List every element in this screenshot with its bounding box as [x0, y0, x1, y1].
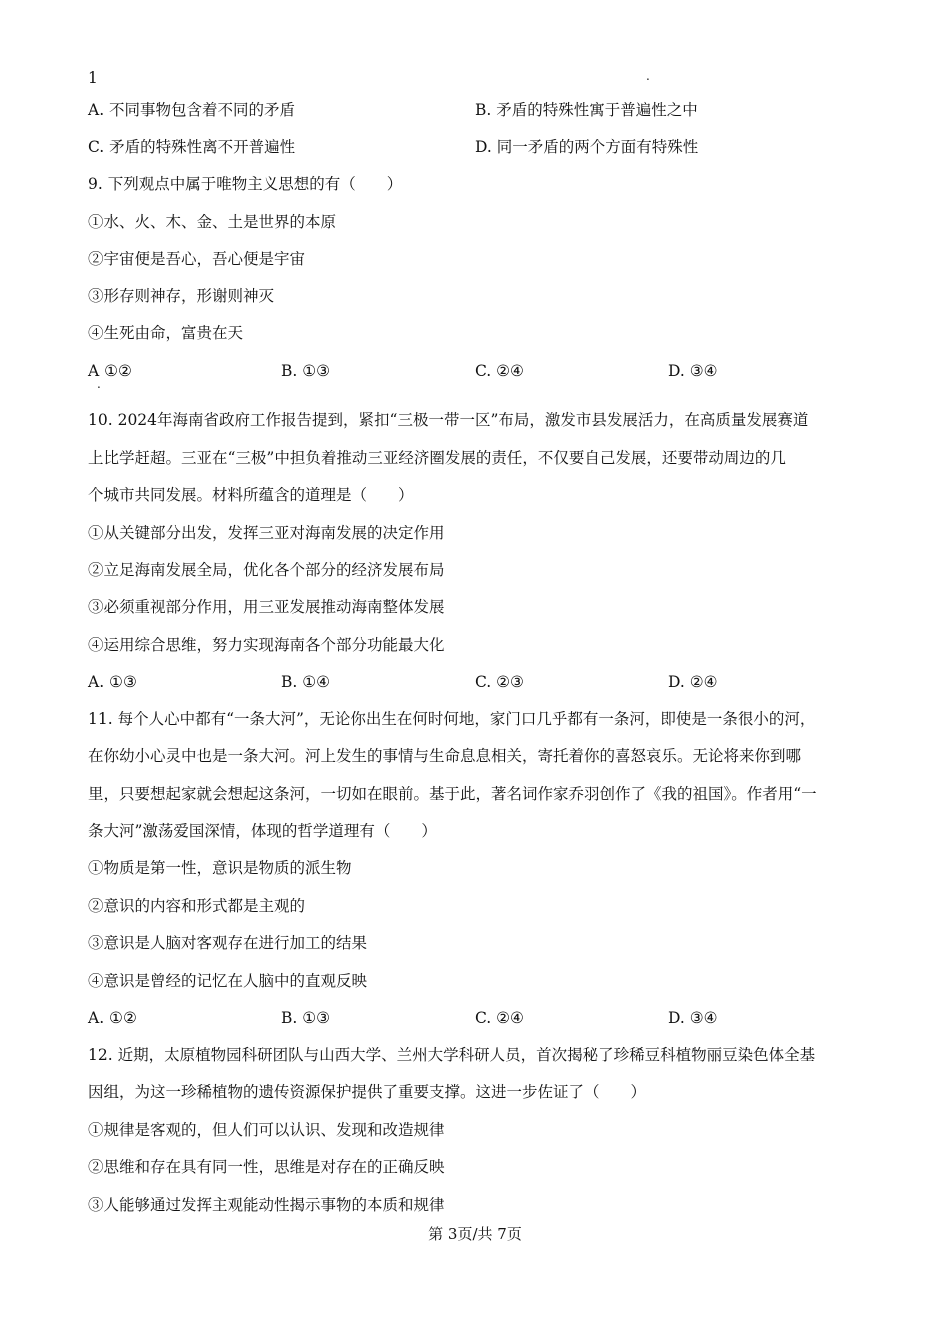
q8-option-c: C. 矛盾的特殊性离不开普遍性	[88, 138, 296, 156]
q11-statement-4: ④意识是曾经的记忆在人脑中的直观反映	[88, 972, 368, 990]
q10-stem-line-3: 个城市共同发展。材料所蕴含的道理是（ ）	[88, 486, 414, 504]
q10-option-c: C. ②③	[475, 673, 524, 691]
q10-statement-2: ②立足海南发展全局，优化各个部分的经济发展布局	[88, 561, 445, 579]
q9-statement-4: ④生死由命，富贵在天	[88, 324, 244, 342]
q10-statement-4: ④运用综合思维，努力实现海南各个部分功能最大化	[88, 636, 445, 654]
q9-statement-2: ②宇宙便是吾心，吾心便是宇宙	[88, 250, 306, 268]
q8-option-d: D. 同一矛盾的两个方面有特殊性	[475, 138, 699, 156]
q8-option-b: B. 矛盾的特殊性寓于普遍性之中	[475, 101, 698, 119]
q11-option-d: D. ③④	[668, 1009, 718, 1027]
q9-option-c: C. ②④	[475, 362, 524, 380]
q9-statement-1: ①水、火、木、金、土是世界的本原	[88, 213, 337, 231]
q11-stem-line-4: 条大河”激荡爱国深情，体现的哲学道理有（ ）	[88, 822, 437, 840]
q10-option-b: B. ①④	[281, 673, 331, 691]
page-footer: 第 3页/共 7页	[428, 1225, 522, 1243]
q11-option-c: C. ②④	[475, 1009, 524, 1027]
q9-option-d: D. ③④	[668, 362, 718, 380]
q8-option-a: A. 不同事物包含着不同的矛盾	[88, 101, 296, 119]
q12-stem-line-1: 12. 近期，太原植物园科研团队与山西大学、兰州大学科研人员，首次揭秘了珍稀豆科植物丽豆染色体全基	[88, 1046, 816, 1064]
q10-option-a: A. ①③	[88, 673, 137, 691]
q10-statement-1: ①从关键部分出发，发挥三亚对海南发展的决定作用	[88, 524, 445, 542]
q9-option-b: B. ①③	[281, 362, 331, 380]
q11-option-b: B. ①③	[281, 1009, 331, 1027]
header-fragment: 1	[88, 69, 98, 87]
q12-statement-1: ①规律是客观的，但人们可以认识、发现和改造规律	[88, 1121, 445, 1139]
q11-stem-line-1: 11. 每个人心中都有“一条大河”，无论你出生在何时何地，家门口几乎都有一条河，即使是一条很小的河，	[88, 710, 816, 728]
q9-stem: 9. 下列观点中属于唯物主义思想的有（ ）	[88, 175, 403, 193]
q12-statement-3: ③人能够通过发挥主观能动性揭示事物的本质和规律	[88, 1196, 445, 1214]
q11-stem-line-3: 里，只要想起家就会想起这条河，一切如在眼前。基于此，著名词作家乔羽创作了《我的祖国》。作者用“一	[88, 785, 817, 803]
q9-option-a: A ①②	[88, 362, 132, 380]
q11-statement-3: ③意识是人脑对客观存在进行加工的结果	[88, 934, 368, 952]
header-dot: .	[646, 69, 650, 83]
q11-statement-1: ①物质是第一性，意识是物质的派生物	[88, 859, 352, 877]
q12-stem-line-2: 因组，为这一珍稀植物的遗传资源保护提供了重要支撑。这进一步佐证了（ ）	[88, 1083, 647, 1101]
q11-option-a: A. ①②	[88, 1009, 137, 1027]
q11-stem-line-2: 在你幼小心灵中也是一条大河。河上发生的事情与生命息息相关，寄托着你的喜怒哀乐。无论将来你到哪	[88, 747, 802, 765]
q9-mark-dot: .	[97, 377, 101, 391]
q12-statement-2: ②思维和存在具有同一性，思维是对存在的正确反映	[88, 1158, 445, 1176]
q9-statement-3: ③形存则神存，形谢则神灭	[88, 287, 275, 305]
q10-stem-line-1: 10. 2024年海南省政府工作报告提到，紧扣“三极一带一区”布局，激发市县发展活力，在高质量发展赛道	[88, 411, 809, 429]
q10-option-d: D. ②④	[668, 673, 718, 691]
q11-statement-2: ②意识的内容和形式都是主观的	[88, 897, 306, 915]
q10-statement-3: ③必须重视部分作用，用三亚发展推动海南整体发展	[88, 598, 445, 616]
q10-stem-line-2: 上比学赶超。三亚在“三极”中担负着推动三亚经济圈发展的责任，不仅要自己发展，还要带动周边的几	[88, 449, 786, 467]
